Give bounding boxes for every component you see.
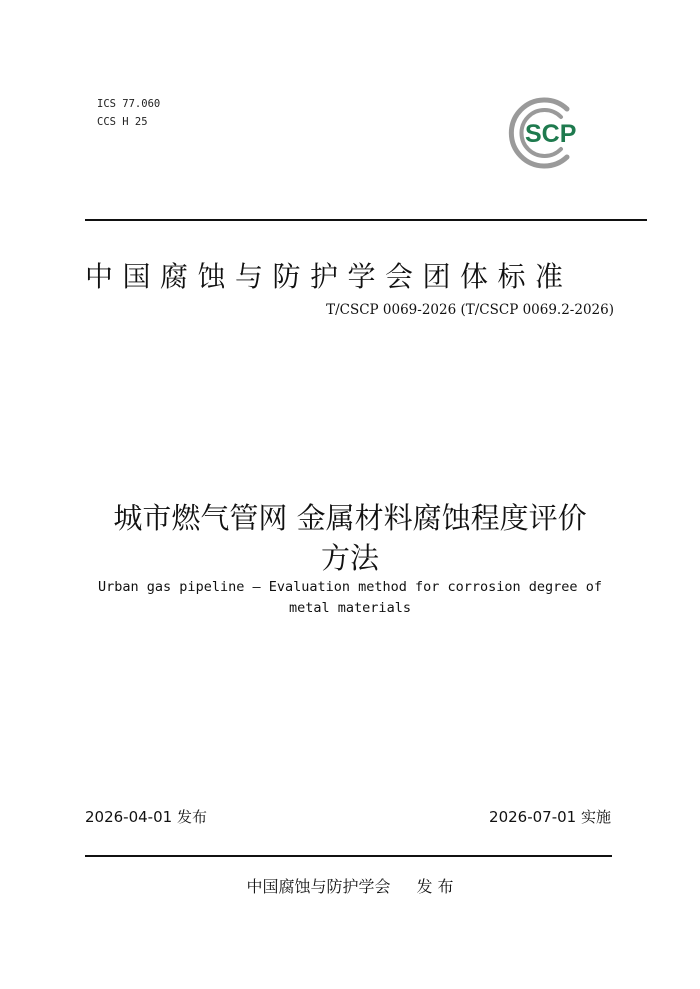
top-rule <box>85 219 647 221</box>
classification-codes <box>97 95 160 131</box>
scp-logo-graphic <box>497 97 613 169</box>
document-title <box>50 498 650 578</box>
english-title-line-2: metal materials <box>289 600 411 616</box>
scp-logo <box>497 97 613 169</box>
title-line-2: 方法 <box>320 541 379 575</box>
logo-text: SCP <box>525 120 577 148</box>
issuer-line <box>0 874 700 897</box>
issued-label: 发 布 <box>416 877 454 896</box>
implementation-date: 2026-07-01 实施 <box>489 808 611 826</box>
issuer-name: 中国腐蚀与防护学会 <box>246 877 391 896</box>
ccs-code: CCS H 25 <box>97 116 148 128</box>
ics-code: ICS 77.060 <box>97 98 161 110</box>
standard-number: T/CSCP 0069-2026 (T/CSCP 0069.2-2026) <box>326 302 614 318</box>
bottom-rule <box>85 855 612 857</box>
release-date: 2026-04-01 发布 <box>85 808 207 826</box>
organization-standard-title: 中国腐蚀与防护学会团体标准 <box>85 260 573 293</box>
english-title <box>50 577 650 619</box>
title-line-1: 城市燃气管网 金属材料腐蚀程度评价 <box>113 501 587 535</box>
english-title-line-1: Urban gas pipeline — Evaluation method for corrosion degree of <box>98 579 602 595</box>
